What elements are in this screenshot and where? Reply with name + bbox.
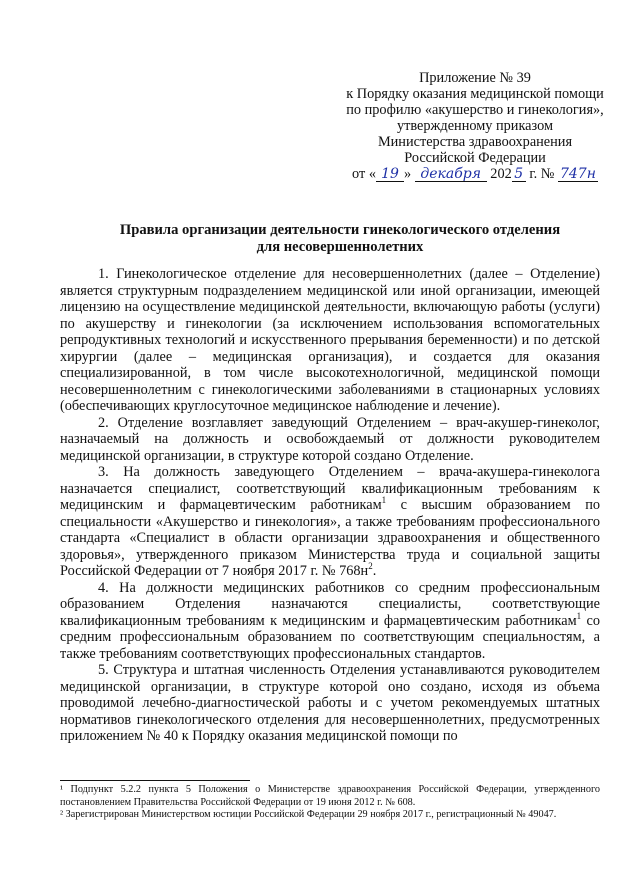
- footnote-1: ¹ Подпункт 5.2.2 пункта 5 Положения о Министерстве здравоохранения Российской Федерации, утвержденного постановлением Правительства Российской Федерации от 19 июня 2012 г. № 608.: [60, 784, 600, 808]
- document-title: [60, 222, 620, 256]
- date-prefix: от «: [352, 166, 376, 182]
- date-day-handwritten: 19: [376, 167, 404, 182]
- title-line-2: для несовершеннолетних: [256, 239, 424, 255]
- paragraph-1: [60, 266, 600, 415]
- paragraph-text: со средним профессиональным образованием по соответствующим специальностям, а также требованиям соответствующих профессиональных стандартов.: [60, 612, 600, 662]
- appendix-line: Министерства здравоохранения: [377, 134, 573, 150]
- paragraph-text: 3. На должность заведующего Отделением – врача-акушера-гинеколога назначается специалист, соответствующий квалификационным требованиям к медицинским и фармацевтическим работникам: [60, 464, 600, 513]
- footnote-ref-2: 2: [368, 561, 373, 572]
- appendix-line: к Порядку оказания медицинской помощи: [346, 86, 604, 102]
- date-year-suffix: г. №: [529, 166, 555, 182]
- date-quote-close: »: [403, 166, 412, 182]
- footnotes: [60, 784, 600, 822]
- appendix-line: по профилю «акушерство и гинекология»,: [346, 102, 604, 118]
- footnote-ref-1: 1: [381, 495, 387, 506]
- order-date-line: [330, 166, 620, 182]
- paragraph-3: [60, 464, 600, 580]
- appendix-line: Приложение № 39: [419, 70, 531, 86]
- title-line-1: Правила организации деятельности гинекологического отделения: [119, 222, 561, 238]
- paragraph-text: с высшим образованием по специальности «Акушерство и гинекология», а также требованиям профессионального стандарта «Специалист в области организации здравоохранения и общественного здоровья», утвержденного приказом Министерства труда и социальной защиты Российской Федерации от 7 ноября 2017 г. № 768н: [60, 497, 600, 579]
- order-number-handwritten: 747н: [558, 167, 598, 182]
- date-year-handwritten: 5: [512, 167, 526, 182]
- date-year-start: 202: [490, 166, 512, 182]
- paragraph-text: 4. На должности медицинских работников со средним профессиональным образованием Отделения назначаются специалисты, соответствующие квалификационным требованиям к медицинским и фармацевтическим работникам: [60, 579, 600, 629]
- paragraph-5: [60, 662, 600, 745]
- paragraph-text: 1. Гинекологическое отделение для несовершеннолетних (далее – Отделение) является структурным подразделением медицинской или иной организации, имеющей лицензию на осуществление медицинской деятельности, включающую работы (услуги) по акушерству и гинекологии (за исключением использования вспомогательных репродуктивных технологий и искусственного прерывания беременности) и по детской хирургии (далее – медицинская организация), и создается для оказания специализированной, в том числе высокотехнологичной, медицинской помощи несовершеннолетним с гинекологическими заболеваниями в стационарных условиях (обеспечивающих круглосуточное медицинское наблюдение и лечение).: [60, 266, 600, 414]
- paragraph-4: [60, 580, 600, 663]
- appendix-header: [330, 70, 620, 182]
- paragraph-text: 2. Отделение возглавляет заведующий Отделением – врач-акушер-гинеколог, назначаемый на должность и освобождаемый от должности руководителем медицинской организации, в структуре которой создано Отделение.: [60, 414, 600, 464]
- footnote-ref-1: 1: [576, 610, 582, 621]
- date-month-handwritten: декабря: [415, 167, 487, 182]
- appendix-line: Российской Федерации: [404, 150, 546, 166]
- paragraph-2: [60, 415, 600, 465]
- footnote-divider: [60, 780, 250, 781]
- paragraph-text: 5. Структура и штатная численность Отделения устанавливаются руководителем медицинской организации, в структуре которой оно создано, исходя из объема проводимой лечебно-диагностической работы и с учетом рекомендуемых штатных нормативов гинекологического отделения для несовершеннолетних, предусмотренных приложением № 40 к Порядку оказания медицинской помощи по: [60, 662, 600, 744]
- paragraph-text: .: [372, 563, 377, 579]
- appendix-line: утвержденному приказом: [396, 118, 554, 134]
- document-body: [60, 266, 600, 745]
- footnote-2: ² Зарегистрирован Министерством юстиции Российской Федерации 29 ноября 2017 г., регистрационный № 49047.: [60, 809, 557, 820]
